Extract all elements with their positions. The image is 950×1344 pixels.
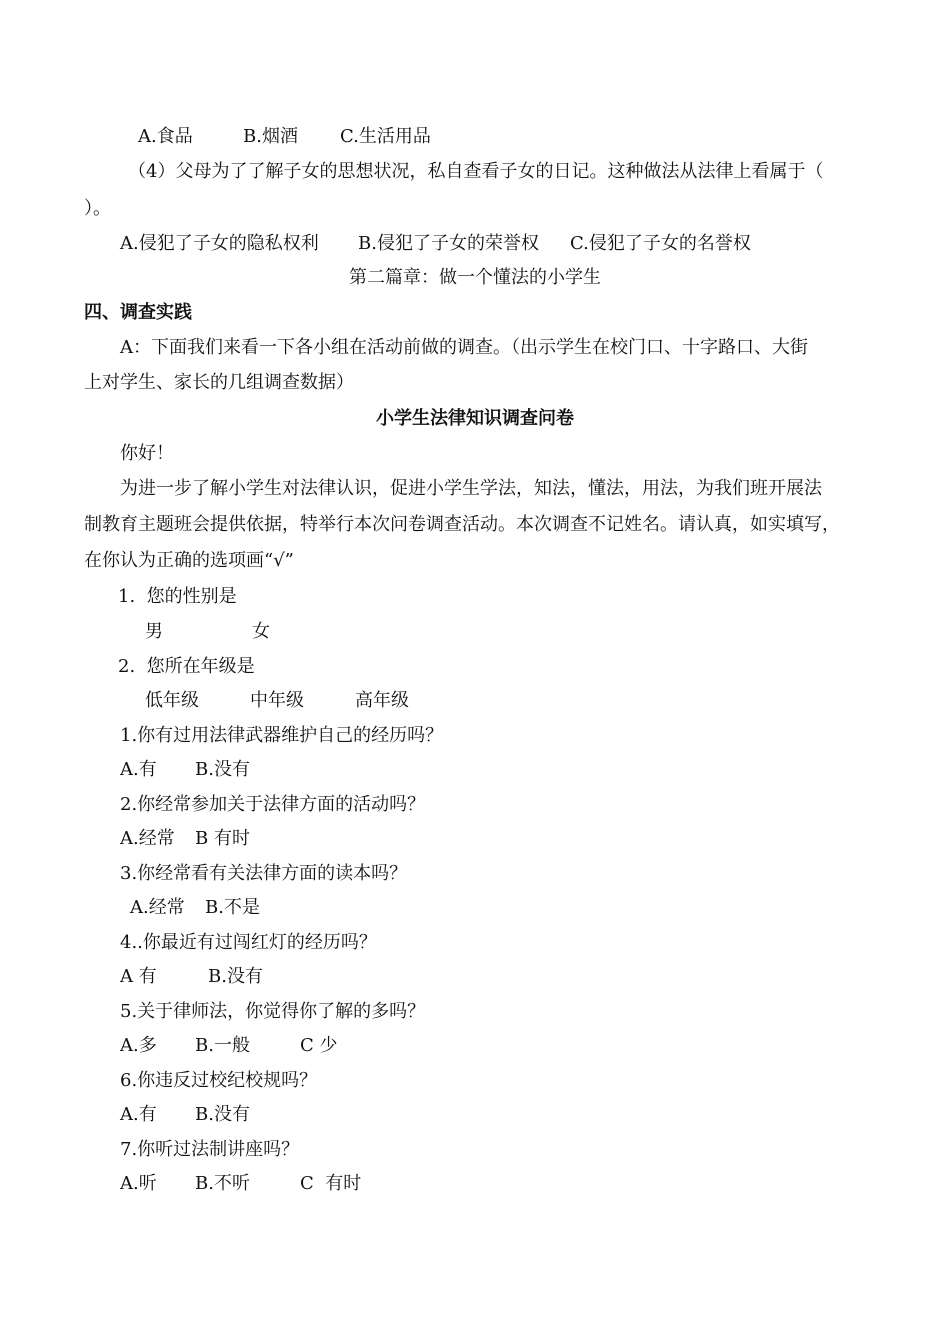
survey-question-5: 5.关于律师法，你觉得你了解的多吗？ — [120, 1001, 426, 1022]
survey-question-4-option-a: A 有 — [120, 966, 157, 987]
survey-question-3-option-a: A.经常 — [130, 897, 185, 918]
survey-question-2: 2.你经常参加关于法律方面的活动吗？ — [120, 794, 426, 815]
question-4-line1: （4）父母为了了解子女的思想状况，私自查看子女的日记。这种做法从法律上看属于（ — [128, 161, 824, 182]
survey-question-1-option-a: A.有 — [120, 759, 157, 780]
survey-question-4-option-b: B.没有 — [208, 966, 263, 987]
survey-question-3: 3.你经常看有关法律方面的读本吗？ — [120, 863, 408, 884]
survey-question-5-option-a: A.多 — [120, 1035, 157, 1056]
question-4-option-a: A.侵犯了子女的隐私权利 — [120, 233, 319, 254]
profile-grade-option-high: 高年级 — [355, 690, 409, 711]
question-4-option-b: B.侵犯了子女的荣誉权 — [358, 233, 539, 254]
intro-line1: A：下面我们来看一下各小组在活动前做的调查。（出示学生在校门口、十字路口、大街 — [120, 337, 808, 358]
profile-gender-option-male: 男 — [145, 621, 163, 642]
question-4-option-c: C.侵犯了子女的名誉权 — [570, 233, 751, 254]
survey-question-2-option-b: B 有时 — [195, 828, 250, 849]
question-4-line2: ）。 — [84, 198, 111, 219]
survey-question-7: 7.你听过法制讲座吗？ — [120, 1139, 300, 1160]
survey-description-line1: 为进一步了解小学生对法律认识，促进小学生学法，知法，懂法，用法，为我们班开展法 — [120, 478, 822, 499]
chapter-title: 第二篇章：做一个懂法的小学生 — [349, 267, 601, 288]
profile-gender-option-female: 女 — [252, 621, 270, 642]
option-tobacco-alcohol: B.烟酒 — [243, 126, 298, 147]
survey-question-5-option-b: B.一般 — [195, 1035, 250, 1056]
survey-question-4: 4..你最近有过闯红灯的经历吗？ — [120, 932, 377, 953]
survey-question-6-option-a: A.有 — [120, 1104, 157, 1125]
section-heading: 四、调查实践 — [84, 302, 192, 323]
survey-question-7-option-b: B.不听 — [195, 1173, 250, 1194]
survey-description-line2: 制教育主题班会提供依据，特举行本次问卷调查活动。本次调查不记姓名。请认真，如实填写， — [84, 514, 840, 535]
intro-line2: 上对学生、家长的几组调查数据） — [84, 372, 354, 393]
profile-grade-question: 2. 您所在年级是 — [118, 656, 255, 677]
option-food: A.食品 — [138, 126, 193, 147]
survey-question-6: 6.你违反过校纪校规吗？ — [120, 1070, 318, 1091]
profile-grade-option-mid: 中年级 — [250, 690, 304, 711]
survey-question-1-option-b: B.没有 — [195, 759, 250, 780]
option-daily-goods: C.生活用品 — [340, 126, 431, 147]
survey-greeting: 你好！ — [120, 443, 174, 464]
survey-question-6-option-b: B.没有 — [195, 1104, 250, 1125]
profile-grade-option-low: 低年级 — [145, 690, 199, 711]
profile-gender-question: 1. 您的性别是 — [118, 586, 237, 607]
survey-question-5-option-c: C 少 — [300, 1035, 338, 1056]
survey-title: 小学生法律知识调查问卷 — [376, 408, 574, 429]
survey-question-1: 1.你有过用法律武器维护自己的经历吗？ — [120, 725, 444, 746]
survey-description-line3: 在你认为正确的选项画“√” — [84, 550, 294, 571]
survey-question-2-option-a: A.经常 — [120, 828, 175, 849]
survey-question-3-option-b: B.不是 — [205, 897, 260, 918]
survey-question-7-option-c: C 有时 — [300, 1173, 362, 1194]
survey-question-7-option-a: A.听 — [120, 1173, 157, 1194]
